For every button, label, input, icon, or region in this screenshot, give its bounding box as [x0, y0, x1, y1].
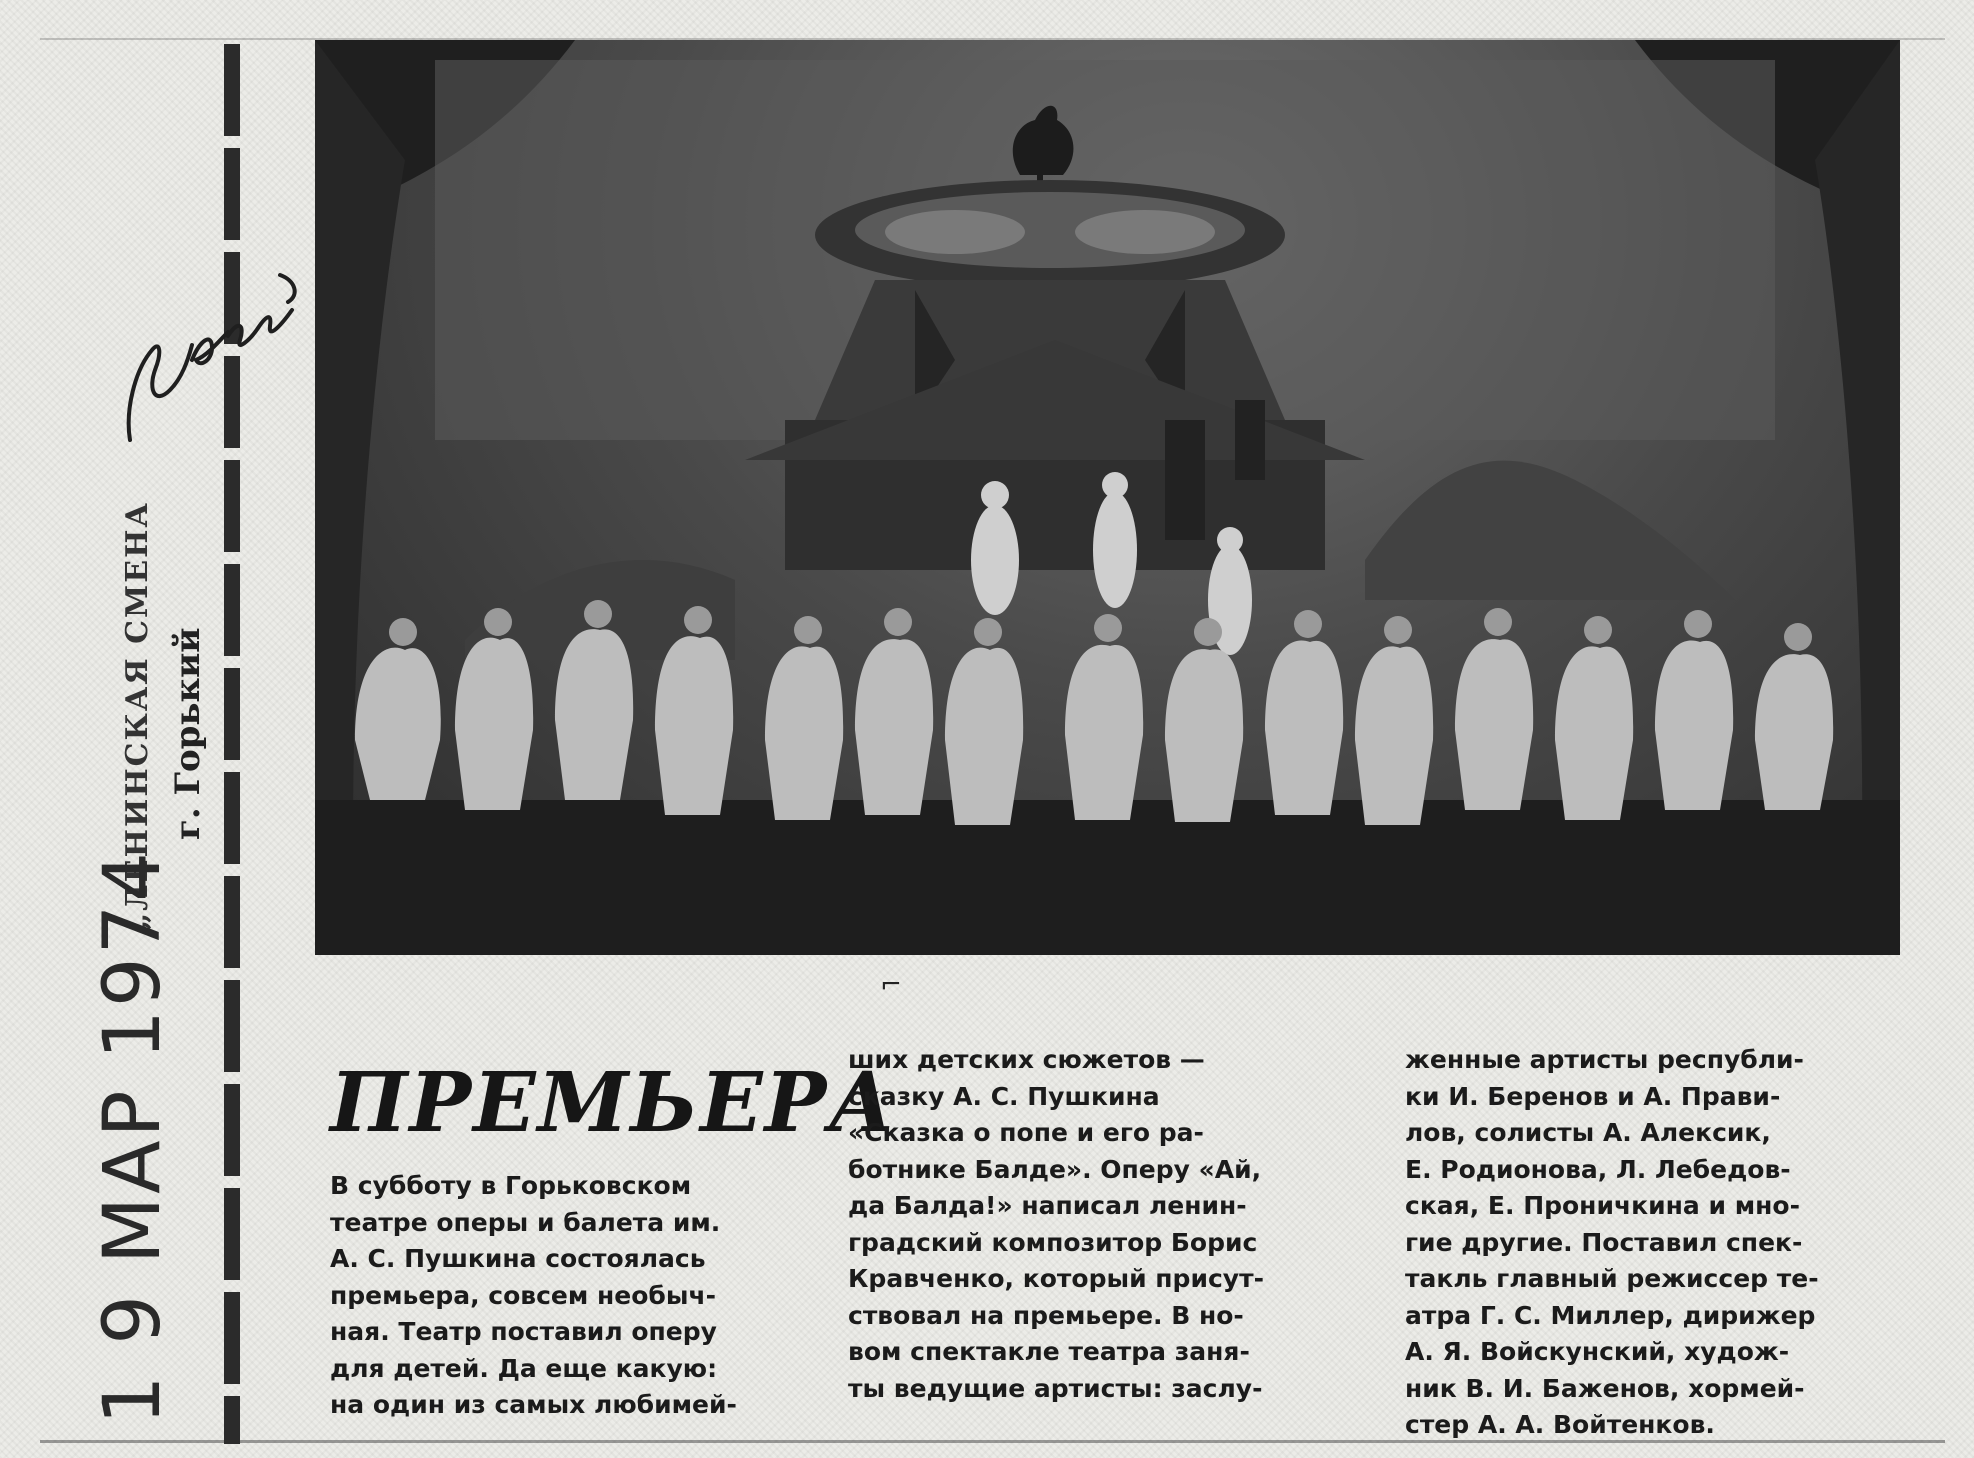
article-line: ствовал на премьере. В но-	[848, 1300, 1244, 1330]
article-line: ты ведущие артисты: заслу-	[848, 1373, 1263, 1403]
article-line: стер А. А. Войтенков.	[1405, 1410, 1715, 1439]
article-line: ки И. Беренов и А. Прави-	[1405, 1081, 1781, 1111]
article-line: «Сказка о попе и его ра-	[848, 1118, 1204, 1147]
article-line: ник В. И. Баженов, хормей-	[1405, 1373, 1805, 1403]
handwritten-signature	[100, 240, 310, 450]
article-line: Е. Родионова, Л. Лебедов-	[1405, 1154, 1791, 1184]
article-line: А. С. Пушкина состоялась	[330, 1244, 706, 1273]
article-line: А. Я. Войскунский, худож-	[1405, 1337, 1790, 1366]
article-line: гие другие. Поставил спек-	[1405, 1227, 1803, 1257]
article-column-1	[330, 1168, 770, 1424]
article-line: вом спектакле театра заня-	[848, 1337, 1250, 1366]
article-line: премьера, совсем необыч-	[330, 1280, 717, 1310]
article-line: женные артисты республи-	[1405, 1045, 1804, 1074]
article-headline: ПРЕМЬЕРА	[330, 1055, 898, 1151]
article-line: ших детских сюжетов —	[848, 1045, 1205, 1074]
stamp-date: 1 9 МАР 1974	[88, 849, 178, 1425]
signature-scrawl-icon	[100, 240, 310, 450]
article-line: для детей. Да еще какую:	[330, 1353, 718, 1383]
article-line: ская, Е. Проничкина и мно-	[1405, 1191, 1800, 1220]
article-line: Кравченко, который присут-	[848, 1264, 1264, 1293]
article-line: да Балда!» написал ленин-	[848, 1191, 1247, 1220]
stage-photograph	[315, 40, 1900, 955]
stamp-newspaper-name: „ЛЕНИНСКАЯ СМЕНА	[120, 501, 155, 930]
article-line: ботнике Балде». Оперу «Ай,	[848, 1154, 1262, 1184]
article-line: такль главный режиссер те-	[1405, 1264, 1819, 1293]
article-line: лов, солисты А. Алексик,	[1405, 1118, 1771, 1147]
stamp-city: г. Горький	[168, 627, 208, 840]
article-line: атра Г. С. Миллер, дирижер	[1405, 1300, 1816, 1330]
pencil-mark-icon: ⌐	[880, 970, 902, 1000]
article-line: ная. Театр поставил оперу	[330, 1317, 717, 1346]
article-line: на один из самых любимей-	[330, 1390, 737, 1419]
article-column-3	[1405, 1042, 1895, 1444]
article-line: сказку А. С. Пушкина	[848, 1081, 1160, 1111]
article-line: театре оперы и балета им.	[330, 1207, 721, 1237]
article-line: градский композитор Борис	[848, 1227, 1258, 1257]
stage-scene-icon	[315, 40, 1900, 955]
article-column-2	[848, 1042, 1318, 1407]
article-line: В субботу в Горьковском	[330, 1171, 692, 1200]
